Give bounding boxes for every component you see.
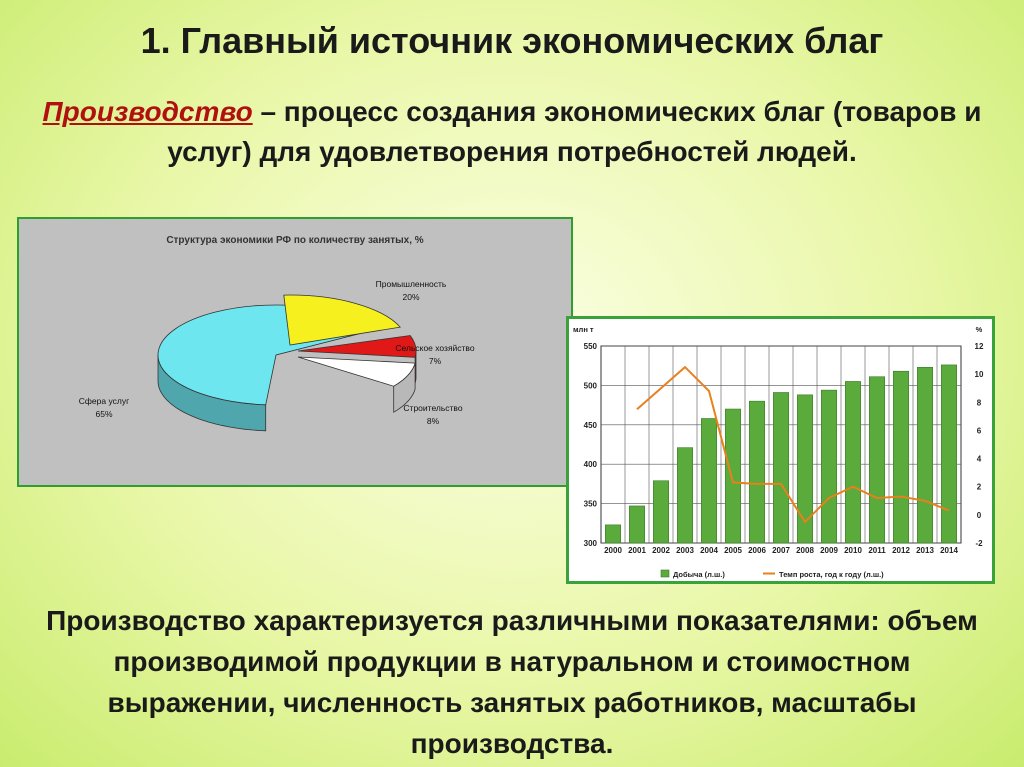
x-tick-label: 2000	[604, 546, 622, 555]
bar-2003	[677, 448, 692, 543]
right-tick-label: 6	[976, 426, 982, 436]
legend-swatch-bars	[661, 570, 669, 577]
x-tick-label: 2007	[772, 546, 790, 555]
x-tick-label: 2014	[940, 546, 958, 555]
left-tick-label: 450	[583, 420, 597, 430]
definition-rest: – процесс создания экономических благ (товаров и услуг) для удовлетворения потребностей людей.	[167, 96, 982, 167]
pie-value-services: 65%	[95, 409, 113, 419]
pie-chart	[19, 219, 571, 485]
bar-2010	[845, 381, 860, 543]
right-tick-label: 2	[976, 482, 982, 492]
bar-2001	[629, 506, 644, 543]
x-tick-label: 2003	[676, 546, 694, 555]
right-tick-label: -2	[975, 539, 983, 548]
x-tick-label: 2008	[796, 546, 814, 555]
x-tick-label: 2011	[868, 546, 886, 555]
bar-2013	[917, 367, 932, 543]
legend-label-bars: Добыча (л.ш.)	[673, 570, 725, 579]
slide-title: 1. Главный источник экономических благ	[140, 20, 884, 61]
bar-2004	[701, 418, 716, 543]
left-axis-unit: млн т	[573, 325, 594, 334]
right-tick-label: 10	[974, 370, 984, 380]
left-tick-label: 400	[583, 460, 597, 470]
x-tick-label: 2005	[724, 546, 742, 555]
pie-slice-construction	[298, 357, 415, 412]
x-tick-label: 2012	[892, 546, 910, 555]
bar-2009	[821, 390, 836, 543]
bar-2006	[749, 401, 764, 543]
definition-text	[30, 92, 994, 172]
summary-text: Производство характеризуется различными показателями: объем производимой продукции в натуральном и стоимостном выражении, численность занятых работников, масштабы производства.	[46, 605, 978, 759]
pie-slices	[158, 295, 416, 431]
legend-label-line: Темп роста, год к году (л.ш.)	[779, 570, 884, 579]
left-tick-label: 350	[583, 499, 597, 509]
bar-2014	[941, 365, 956, 543]
left-tick-label: 300	[583, 539, 597, 548]
x-tick-label: 2002	[652, 546, 670, 555]
bar-line-chart	[569, 319, 992, 581]
pie-label-agriculture: Сельское хозяйство	[395, 343, 475, 353]
right-axis-unit: %	[975, 325, 983, 334]
right-tick-label: 8	[976, 398, 982, 408]
pie-title: Структура экономики РФ по количеству занятых, %	[166, 235, 424, 246]
bar-2002	[653, 481, 668, 543]
right-tick-label: 12	[974, 342, 984, 351]
x-tick-label: 2010	[844, 546, 862, 555]
x-tick-label: 2006	[748, 546, 766, 555]
x-tick-label: 2009	[820, 546, 838, 555]
pie-value-industry: 20%	[402, 292, 420, 302]
left-tick-label: 500	[583, 381, 597, 391]
bar-2005	[725, 409, 740, 543]
pie-label-industry: Промышленность	[375, 279, 447, 289]
x-tick-label: 2001	[628, 546, 646, 555]
x-tick-label: 2004	[700, 546, 718, 555]
bar-2011	[869, 377, 884, 543]
bar-chart-panel	[566, 316, 995, 584]
x-tick-label: 2013	[916, 546, 934, 555]
pie-label-services: Сфера услуг	[78, 396, 130, 406]
bar-2007	[773, 392, 788, 543]
right-tick-label: 4	[976, 454, 982, 464]
pie-value-agriculture: 7%	[428, 356, 442, 366]
left-tick-label: 550	[583, 342, 597, 351]
pie-value-construction: 8%	[426, 416, 440, 426]
pie-label-construction: Строительство	[403, 403, 463, 413]
right-tick-label: 0	[976, 510, 982, 520]
bar-2000	[605, 525, 620, 543]
legend	[661, 570, 884, 579]
definition-term: Производство	[42, 96, 253, 127]
bar-2012	[893, 371, 908, 543]
pie-chart-panel	[17, 217, 573, 487]
